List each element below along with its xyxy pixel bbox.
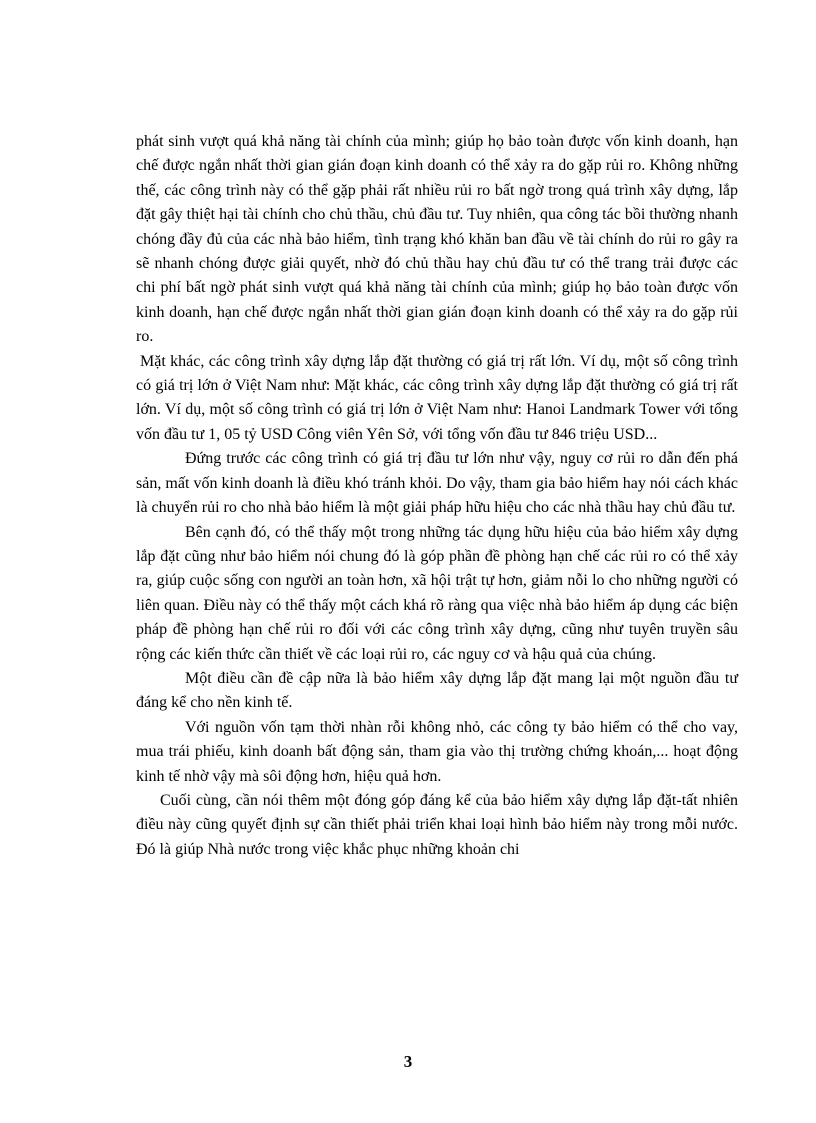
page-number: 3 bbox=[403, 1052, 413, 1071]
body-text bbox=[136, 130, 738, 862]
paragraph-6: Với nguồn vốn tạm thời nhàn rỗi không nhỏ, các công ty bảo hiểm có thể cho vay, mua trái phiếu, kinh doanh bất động sản, tham gia vào thị trường chứng khoán,... hoạt động kinh tế nhờ vậy mà sôi động hơn, hiệu quả hơn. bbox=[136, 718, 738, 785]
paragraph-5: Một điều cần đề cập nữa là bảo hiểm xây dựng lắp đặt mang lại một nguồn đầu tư đáng kể cho nền kinh tế. bbox=[136, 669, 738, 712]
paragraph-4: Bên cạnh đó, có thể thấy một trong những tác dụng hữu hiệu của bảo hiểm xây dựng lắp đặt cũng như bảo hiểm nói chung đó là góp phần đề phòng hạn chế các rủi ro có thể xảy ra, giúp cuộc sống con người an toàn hơn, xã hội trật tự hơn, giảm nỗi lo cho những người có liên quan. Điều này có thể thấy một cách khá rõ ràng qua việc nhà bảo hiểm áp dụng các biện pháp đề phòng hạn chế rủi ro đối với các công trình xây dựng, cũng như tuyên truyền sâu rộng các kiến thức cần thiết về các loại rủi ro, các nguy cơ và hậu quả của chúng. bbox=[136, 523, 738, 663]
paragraph-3: Đứng trước các công trình có giá trị đầu tư lớn như vậy, nguy cơ rủi ro dẫn đến phá sản, mất vốn kinh doanh là điều khó tránh khỏi. Do vậy, tham gia bảo hiểm hay nói cách khác là chuyển rủi ro cho nhà bảo hiểm là một giải pháp hữu hiệu cho các nhà thầu hay chủ đầu tư. bbox=[136, 450, 738, 517]
paragraph-7: Cuối cùng, cần nói thêm một đóng góp đáng kể của bảo hiểm xây dựng lắp đặt-tất nhiên điều này cũng quyết định sự cần thiết phải triển khai loại hình bảo hiểm này trong mỗi nước. Đó là giúp Nhà nước trong việc khắc phục những khoản chi bbox=[136, 791, 738, 858]
paragraph-2: Mặt khác, các công trình xây dựng lắp đặt thường có giá trị rất lớn. Ví dụ, một số công trình có giá trị lớn ở Việt Nam như: Mặt khác, các công trình xây dựng lắp đặt thường có giá trị rất lớn. Ví dụ, một số công trình có giá trị lớn ở Việt Nam như: Hanoi Landmark Tower với tổng vốn đầu tư 1, 05 tỷ USD Công viên Yên Sở, với tổng vốn đầu tư 846 triệu USD... bbox=[136, 352, 738, 443]
paragraph-1: phát sinh vượt quá khả năng tài chính của mình; giúp họ bảo toàn được vốn kinh doanh, hạn chế được ngắn nhất thời gian gián đoạn kinh doanh có thể xảy ra do gặp rủi ro. Không những thế, các công trình này có thể gặp phải rất nhiều rủi ro bất ngờ trong quá trình xây dựng, lắp đặt gây thiệt hại tài chính cho chủ thầu, chủ đầu tư. Tuy nhiên, qua công tác bồi thường nhanh chóng đầy đủ của các nhà bảo hiểm, tình trạng khó khăn ban đầu về tài chính do rủi ro gây ra sẽ nhanh chóng được giải quyết, nhờ đó chủ thầu hay chủ đầu tư có thể trang trải được các chi phí bất ngờ phát sinh vượt quá khả năng tài chính của mình; giúp họ bảo toàn được vốn kinh doanh, hạn chế được ngắn nhất thời gian gián đoạn kinh doanh có thể xảy ra do gặp rủi ro. bbox=[136, 133, 738, 346]
